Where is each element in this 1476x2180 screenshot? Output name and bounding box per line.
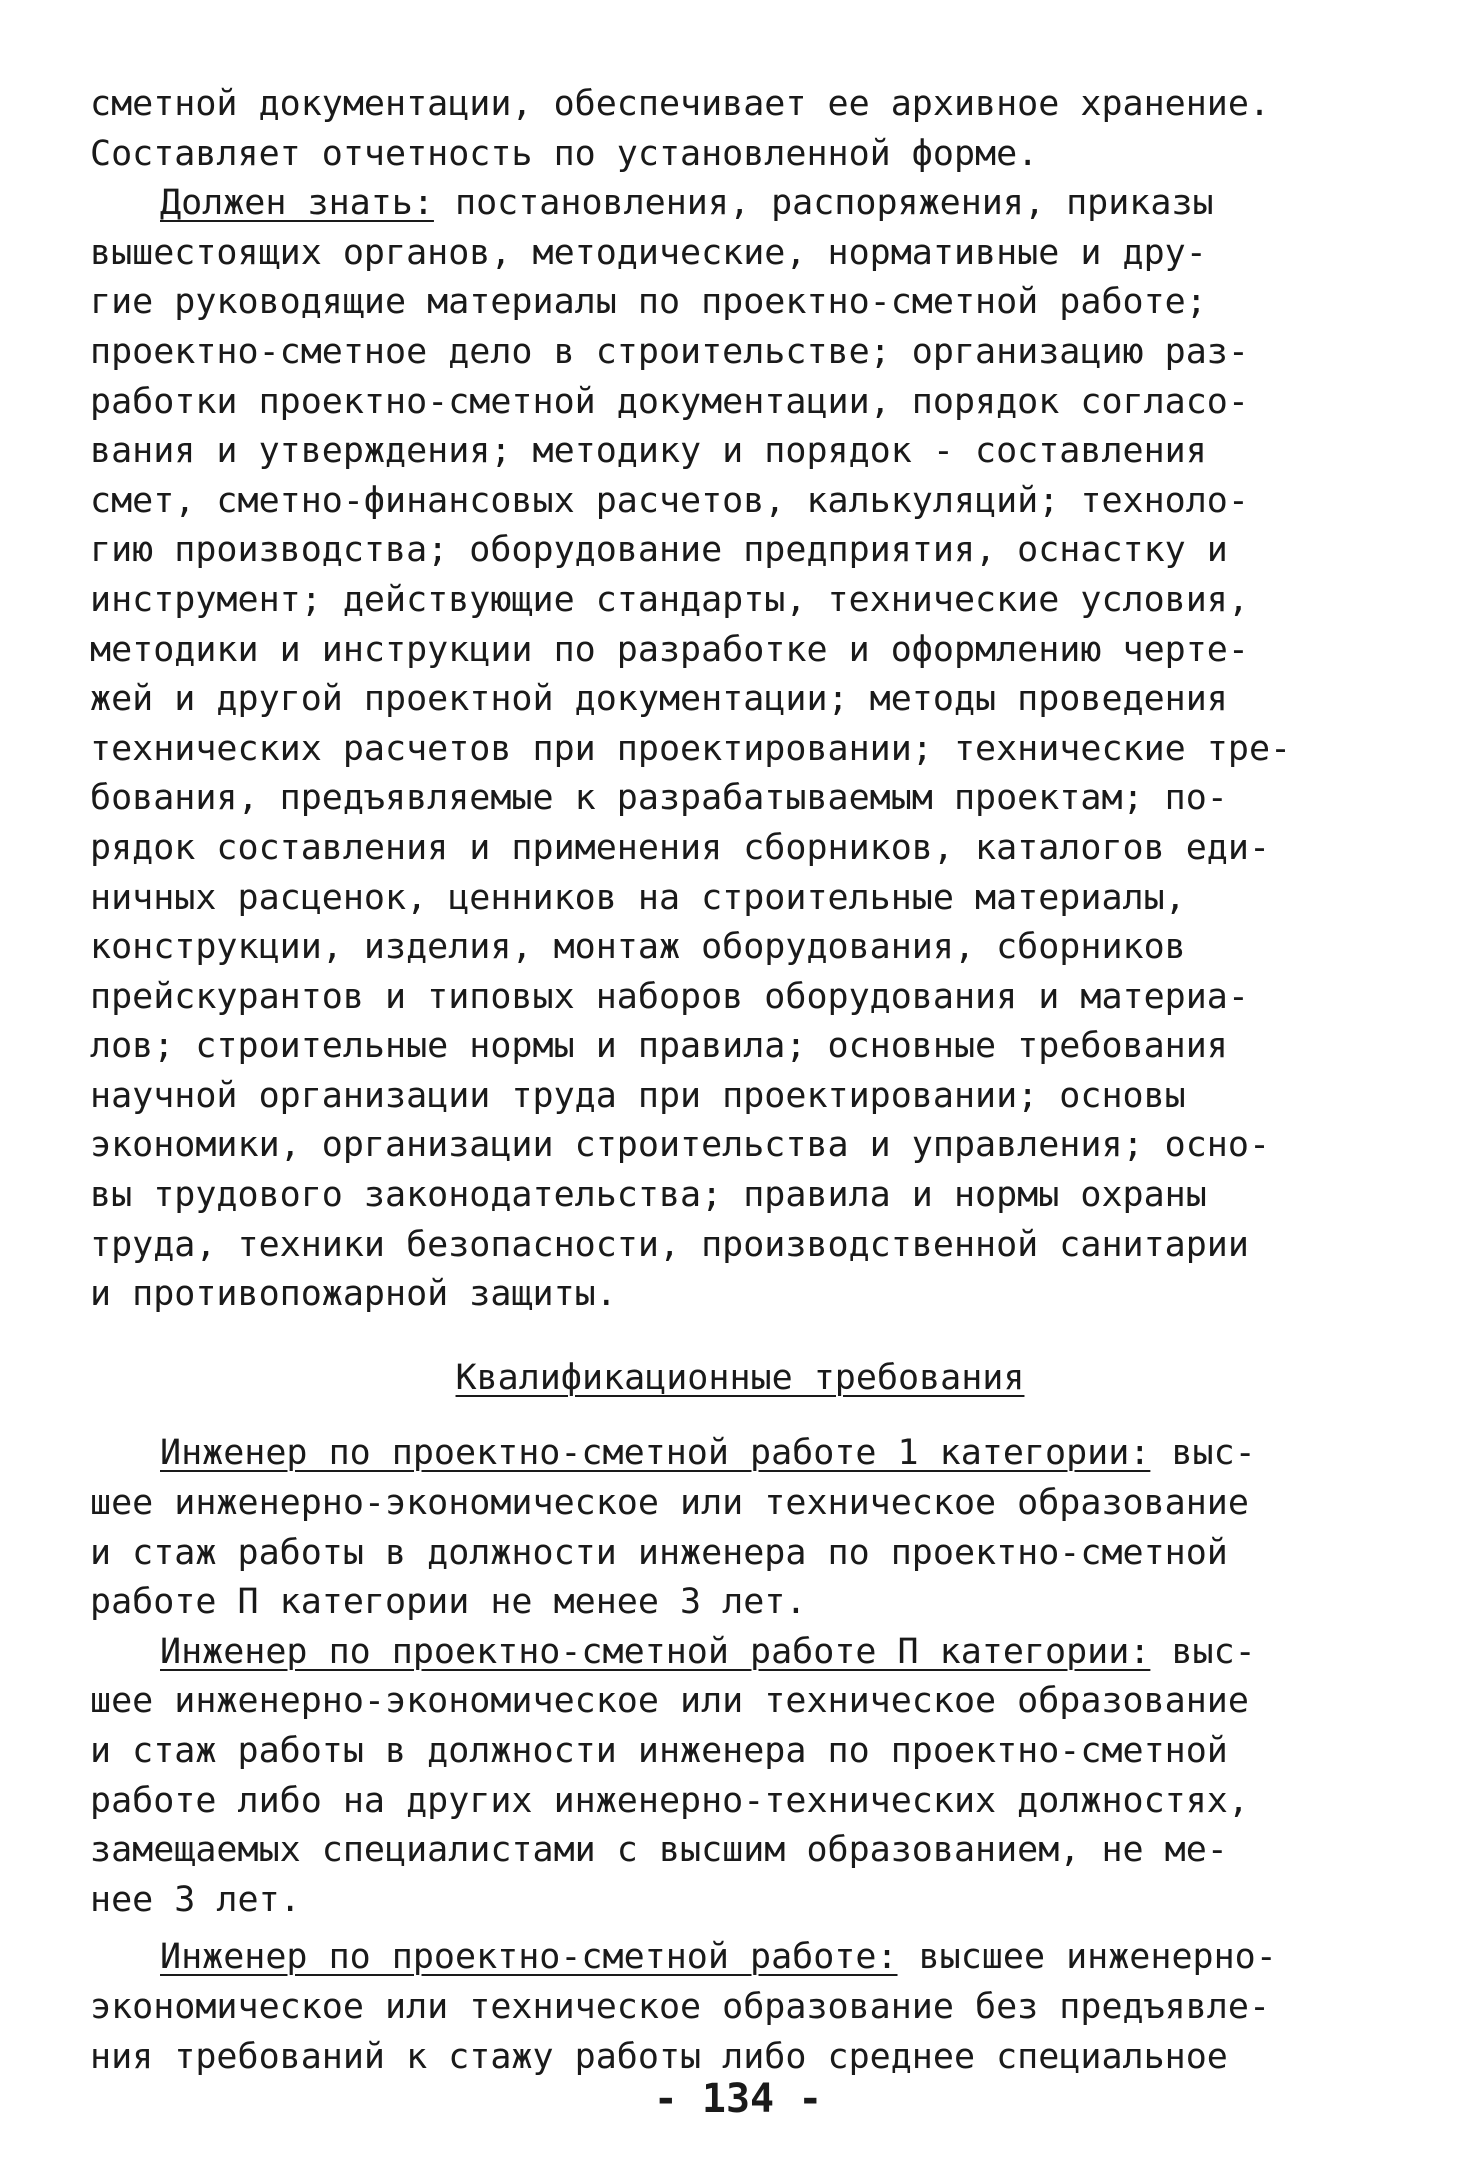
- cat1-label: Инженер по проектно-сметной работе 1 категории:: [160, 1433, 1151, 1474]
- text-line: бования, предъявляемые к разрабатываемым проектам; по-: [90, 778, 1228, 819]
- intro-paragraph: [90, 80, 1390, 179]
- text-line: [90, 1429, 1390, 1479]
- page-number: - 134 -: [653, 2076, 823, 2122]
- qualification-heading: Квалификационные требования: [455, 1357, 1025, 1398]
- text-line: методики и инструкции по разработке и оформлению черте-: [90, 629, 1249, 670]
- text-line: [90, 179, 1390, 229]
- text-line: вышестоящих органов, методические, нормативные и дру-: [90, 232, 1207, 273]
- text-line: рядок составления и применения сборников, каталогов еди-: [90, 827, 1271, 868]
- cat1-first-line: выс-: [1150, 1433, 1256, 1474]
- cat1-paragraph: [90, 1429, 1390, 1627]
- base-label: Инженер по проектно-сметной работе:: [160, 1937, 898, 1978]
- section-heading: [90, 1354, 1390, 1404]
- text-line: технических расчетов при проектировании; технические тре-: [90, 728, 1292, 769]
- text-line: замещаемых специалистами с высшим образованием, не ме-: [90, 1830, 1228, 1871]
- spacer: [90, 1925, 1390, 1933]
- cat2-first-line: выс-: [1150, 1631, 1256, 1672]
- text-line: работки проектно-сметной документации, порядок согласо-: [90, 381, 1249, 422]
- text-line: экономическое или техническое образование без предъявле-: [90, 1986, 1271, 2027]
- must-know-paragraph: [90, 179, 1390, 1320]
- cat2-paragraph: [90, 1628, 1390, 1926]
- text-line: [90, 1933, 1390, 1983]
- text-line: труда, техники безопасности, производственной санитарии: [90, 1224, 1249, 1265]
- text-line: гию производства; оборудование предприятия, оснастку и: [90, 530, 1228, 571]
- text-line: гие руководящие материалы по проектно-сметной работе;: [90, 282, 1207, 323]
- text-line: работе П категории не менее 3 лет.: [90, 1582, 807, 1623]
- text-line: научной организации труда при проектировании; основы: [90, 1075, 1186, 1116]
- text-line: [90, 1628, 1390, 1678]
- text-line: и стаж работы в должности инженера по проектно-сметной: [90, 1532, 1228, 1573]
- text-line: ния требований к стажу работы либо среднее специальное: [90, 2036, 1228, 2077]
- text-line: проектно-сметное дело в строительстве; организацию раз-: [90, 331, 1249, 372]
- text-line: прейскурантов и типовых наборов оборудования и материа-: [90, 976, 1249, 1017]
- text-line: шее инженерно-экономическое или техническое образование: [90, 1681, 1249, 1722]
- text-line: конструкции, изделия, монтаж оборудования, сборников: [90, 927, 1186, 968]
- text-line: нее 3 лет.: [90, 1879, 301, 1920]
- text-line: работе либо на других инженерно-технических должностях,: [90, 1780, 1249, 1821]
- text-line: и противопожарной защиты.: [90, 1274, 617, 1315]
- cat2-label: Инженер по проектно-сметной работе П категории:: [160, 1631, 1151, 1672]
- text-line: инструмент; действующие стандарты, технические условия,: [90, 579, 1249, 620]
- text-line: и стаж работы в должности инженера по проектно-сметной: [90, 1731, 1228, 1771]
- text-line: смет, сметно-финансовых расчетов, калькуляций; техноло-: [90, 480, 1249, 521]
- text-line: экономики, организации строительства и управления; осно-: [90, 1125, 1271, 1166]
- must-know-first-line: постановления, распоряжения, приказы: [433, 183, 1214, 224]
- base-paragraph: [90, 1933, 1390, 2082]
- text-line: вы трудового законодательства; правила и нормы охраны: [90, 1175, 1207, 1216]
- text-line: вания и утверждения; методику и порядок - составления: [90, 431, 1207, 472]
- document-page: [90, 80, 1390, 2082]
- text-line: шее инженерно-экономическое или техническое образование: [90, 1483, 1249, 1524]
- text-line: сметной документации, обеспечивает ее архивное хранение.: [90, 84, 1271, 124]
- text-line: лов; строительные нормы и правила; основные требования: [90, 1026, 1228, 1067]
- text-line: ничных расценок, ценников на строительные материалы,: [90, 877, 1186, 918]
- base-first-line: высшее инженерно-: [897, 1937, 1277, 1978]
- text-line: Составляет отчетность по установленной форме.: [90, 133, 1039, 174]
- must-know-label: Должен знать:: [160, 183, 434, 224]
- text-line: жей и другой проектной документации; методы проведения: [90, 679, 1228, 720]
